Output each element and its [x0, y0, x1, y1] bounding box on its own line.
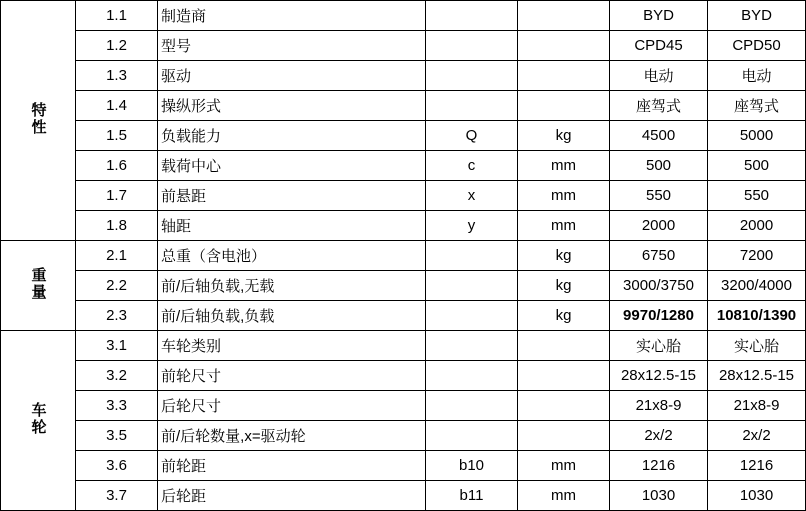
row-description: 后轮尺寸	[158, 391, 426, 421]
table-row	[1, 331, 806, 361]
row-value-model-2: 5000	[708, 121, 806, 151]
row-value-model-1: 1216	[610, 451, 708, 481]
row-unit: mm	[518, 481, 610, 511]
row-number: 3.6	[76, 451, 158, 481]
row-value-model-1: 28x12.5-15	[610, 361, 708, 391]
row-number: 2.3	[76, 301, 158, 331]
row-value-model-1: 1030	[610, 481, 708, 511]
row-symbol: Q	[426, 121, 518, 151]
group-label: 车轮	[29, 401, 47, 436]
row-symbol: b10	[426, 451, 518, 481]
row-number: 3.5	[76, 421, 158, 451]
row-unit: kg	[518, 301, 610, 331]
row-value-model-1: 2000	[610, 211, 708, 241]
group-label-cell	[1, 1, 76, 241]
row-description: 载荷中心	[158, 151, 426, 181]
row-value-model-2: 500	[708, 151, 806, 181]
row-unit: kg	[518, 241, 610, 271]
row-value-model-1: 500	[610, 151, 708, 181]
row-value-model-2: 实心胎	[708, 331, 806, 361]
group-label-cell	[1, 331, 76, 511]
row-description: 驱动	[158, 61, 426, 91]
row-unit: kg	[518, 271, 610, 301]
row-number: 3.1	[76, 331, 158, 361]
row-unit	[518, 361, 610, 391]
row-unit: kg	[518, 121, 610, 151]
row-description: 总重（含电池）	[158, 241, 426, 271]
row-number: 1.5	[76, 121, 158, 151]
row-symbol: b11	[426, 481, 518, 511]
row-value-model-2: 2x/2	[708, 421, 806, 451]
row-value-model-1: 3000/3750	[610, 271, 708, 301]
row-symbol	[426, 31, 518, 61]
row-value-model-1: 2x/2	[610, 421, 708, 451]
row-value-model-1: 4500	[610, 121, 708, 151]
row-description: 前/后轮数量,x=驱动轮	[158, 421, 426, 451]
row-number: 1.3	[76, 61, 158, 91]
row-description: 前轮距	[158, 451, 426, 481]
table-row	[1, 301, 806, 331]
row-unit: mm	[518, 181, 610, 211]
row-description: 型号	[158, 31, 426, 61]
row-unit	[518, 1, 610, 31]
row-number: 1.1	[76, 1, 158, 31]
row-number: 1.8	[76, 211, 158, 241]
row-value-model-1: CPD45	[610, 31, 708, 61]
row-value-model-2: 2000	[708, 211, 806, 241]
row-symbol	[426, 271, 518, 301]
row-description: 车轮类别	[158, 331, 426, 361]
row-value-model-2: 10810/1390	[708, 301, 806, 331]
row-number: 2.2	[76, 271, 158, 301]
row-value-model-1: BYD	[610, 1, 708, 31]
row-value-model-2: BYD	[708, 1, 806, 31]
row-unit	[518, 331, 610, 361]
row-unit	[518, 421, 610, 451]
row-symbol	[426, 421, 518, 451]
row-unit	[518, 91, 610, 121]
row-symbol: y	[426, 211, 518, 241]
table-row	[1, 121, 806, 151]
row-description: 后轮距	[158, 481, 426, 511]
row-description: 轴距	[158, 211, 426, 241]
row-description: 制造商	[158, 1, 426, 31]
row-symbol	[426, 61, 518, 91]
table-row	[1, 421, 806, 451]
group-label-cell	[1, 241, 76, 331]
row-unit	[518, 391, 610, 421]
row-value-model-1: 550	[610, 181, 708, 211]
row-value-model-2: 1030	[708, 481, 806, 511]
table-row	[1, 31, 806, 61]
row-unit: mm	[518, 211, 610, 241]
row-value-model-1: 6750	[610, 241, 708, 271]
row-symbol	[426, 331, 518, 361]
row-unit: mm	[518, 151, 610, 181]
row-symbol	[426, 361, 518, 391]
row-unit	[518, 31, 610, 61]
row-value-model-1: 实心胎	[610, 331, 708, 361]
table-row	[1, 1, 806, 31]
row-value-model-2: CPD50	[708, 31, 806, 61]
table-row	[1, 241, 806, 271]
row-number: 3.7	[76, 481, 158, 511]
row-symbol	[426, 1, 518, 31]
table-row	[1, 211, 806, 241]
row-value-model-2: 28x12.5-15	[708, 361, 806, 391]
row-number: 1.6	[76, 151, 158, 181]
table-row	[1, 61, 806, 91]
row-value-model-2: 3200/4000	[708, 271, 806, 301]
row-description: 前/后轴负载,负载	[158, 301, 426, 331]
row-number: 1.4	[76, 91, 158, 121]
row-description: 负载能力	[158, 121, 426, 151]
row-value-model-1: 21x8-9	[610, 391, 708, 421]
row-unit: mm	[518, 451, 610, 481]
table-row	[1, 361, 806, 391]
row-number: 2.1	[76, 241, 158, 271]
row-number: 3.2	[76, 361, 158, 391]
row-value-model-2: 座驾式	[708, 91, 806, 121]
row-description: 前轮尺寸	[158, 361, 426, 391]
table-row	[1, 181, 806, 211]
group-label: 重量	[29, 266, 47, 301]
table-row	[1, 391, 806, 421]
row-value-model-2: 21x8-9	[708, 391, 806, 421]
row-value-model-2: 550	[708, 181, 806, 211]
row-description: 前悬距	[158, 181, 426, 211]
row-value-model-1: 座驾式	[610, 91, 708, 121]
row-number: 1.7	[76, 181, 158, 211]
table-row	[1, 91, 806, 121]
table-row	[1, 271, 806, 301]
row-symbol	[426, 391, 518, 421]
row-value-model-1: 9970/1280	[610, 301, 708, 331]
row-description: 操纵形式	[158, 91, 426, 121]
row-value-model-2: 1216	[708, 451, 806, 481]
row-symbol	[426, 301, 518, 331]
row-number: 1.2	[76, 31, 158, 61]
row-symbol	[426, 241, 518, 271]
row-number: 3.3	[76, 391, 158, 421]
table-row	[1, 151, 806, 181]
table-row	[1, 481, 806, 511]
table-row	[1, 451, 806, 481]
row-symbol: c	[426, 151, 518, 181]
row-value-model-2: 电动	[708, 61, 806, 91]
row-unit	[518, 61, 610, 91]
row-value-model-1: 电动	[610, 61, 708, 91]
group-label: 特性	[29, 101, 47, 136]
row-description: 前/后轴负载,无载	[158, 271, 426, 301]
row-value-model-2: 7200	[708, 241, 806, 271]
row-symbol: x	[426, 181, 518, 211]
row-symbol	[426, 91, 518, 121]
